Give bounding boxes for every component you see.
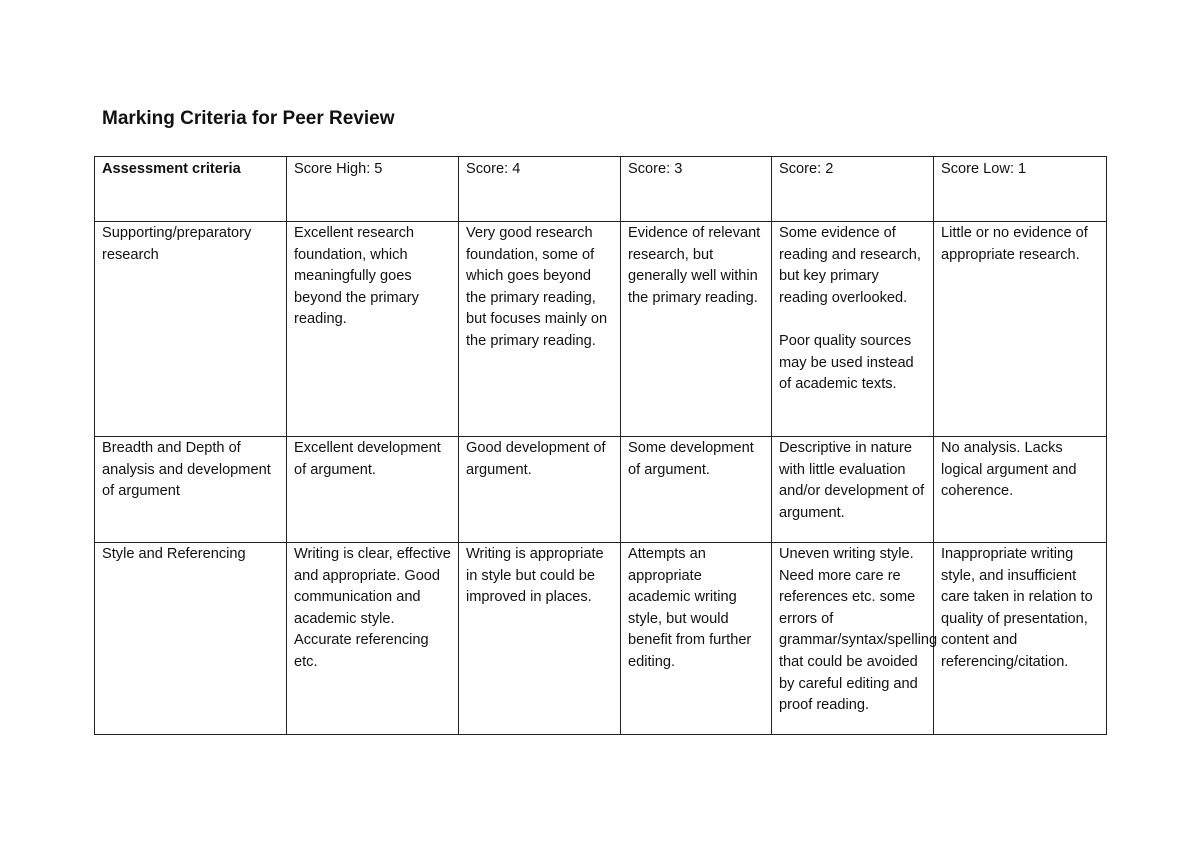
descriptor-text: Descriptive in nature with little evaluation and/or development of argument. bbox=[779, 440, 925, 521]
score-4-cell bbox=[459, 543, 621, 735]
criterion-cell bbox=[95, 437, 287, 543]
header-row bbox=[95, 157, 1107, 222]
score-4-cell bbox=[459, 222, 621, 437]
descriptor-text: Good development of argument. bbox=[466, 440, 606, 478]
criterion-label: Breadth and Depth of analysis and development of argument bbox=[102, 440, 271, 500]
descriptor-text: Very good research foundation, some of which goes beyond the primary reading, but focuses mainly on the primary reading. bbox=[466, 225, 608, 349]
score-3-cell bbox=[621, 222, 772, 437]
score-5-cell bbox=[287, 543, 459, 735]
descriptor-text: Excellent research foundation, which meaningfully goes beyond the primary reading. bbox=[294, 225, 419, 328]
score-2-cell bbox=[772, 222, 934, 437]
score-5-cell bbox=[287, 437, 459, 543]
criterion-label: Style and Referencing bbox=[102, 546, 246, 562]
descriptor-text: Writing is appropriate in style but could be improved in places. bbox=[466, 546, 604, 606]
header-assessment-criteria: Assessment criteria bbox=[95, 157, 287, 222]
descriptor-text: Excellent development of argument. bbox=[294, 440, 441, 478]
table-row bbox=[95, 437, 1107, 543]
descriptor-text: Some development of argument. bbox=[628, 440, 754, 478]
score-2-cell bbox=[772, 437, 934, 543]
page-title: Marking Criteria for Peer Review bbox=[102, 108, 395, 129]
score-4-cell bbox=[459, 437, 621, 543]
descriptor-text: No analysis. Lacks logical argument and coherence. bbox=[941, 440, 1077, 500]
table-row bbox=[95, 222, 1107, 437]
score-3-cell bbox=[621, 543, 772, 735]
descriptor-text: Uneven writing style. Need more care re references etc. some errors of grammar/syntax/spelling that could be avoided by careful editing and proof reading. bbox=[779, 546, 938, 714]
table-row bbox=[95, 543, 1107, 735]
header-score-3: Score: 3 bbox=[621, 157, 772, 222]
marking-criteria-table bbox=[94, 156, 1107, 735]
header-score-4: Score: 4 bbox=[459, 157, 621, 222]
header-score-1: Score Low: 1 bbox=[934, 157, 1107, 222]
descriptor-text: Some evidence of reading and research, but key primary reading overlooked. Poor quality sources may be used instead of academic texts. bbox=[779, 225, 921, 393]
criterion-cell bbox=[95, 222, 287, 437]
descriptor-text: Evidence of relevant research, but generally well within the primary reading. bbox=[628, 225, 761, 306]
criterion-cell bbox=[95, 543, 287, 735]
header-score-5: Score High: 5 bbox=[287, 157, 459, 222]
descriptor-text: Inappropriate writing style, and insufficient care taken in relation to quality of presentation, content and referencing/citation. bbox=[941, 546, 1093, 670]
descriptor-text: Little or no evidence of appropriate research. bbox=[941, 225, 1088, 263]
score-5-cell bbox=[287, 222, 459, 437]
score-2-cell bbox=[772, 543, 938, 735]
score-3-cell bbox=[621, 437, 772, 543]
descriptor-text: Writing is clear, effective and appropriate. Good communication and academic style. Accurate referencing etc. bbox=[294, 546, 451, 670]
descriptor-text: Attempts an appropriate academic writing style, but would benefit from further editing. bbox=[628, 546, 752, 670]
score-1-cell bbox=[934, 543, 1107, 735]
score-1-cell bbox=[934, 437, 1107, 543]
score-1-cell bbox=[934, 222, 1107, 437]
header-score-2: Score: 2 bbox=[772, 157, 934, 222]
criterion-label: Supporting/preparatory research bbox=[102, 225, 252, 263]
